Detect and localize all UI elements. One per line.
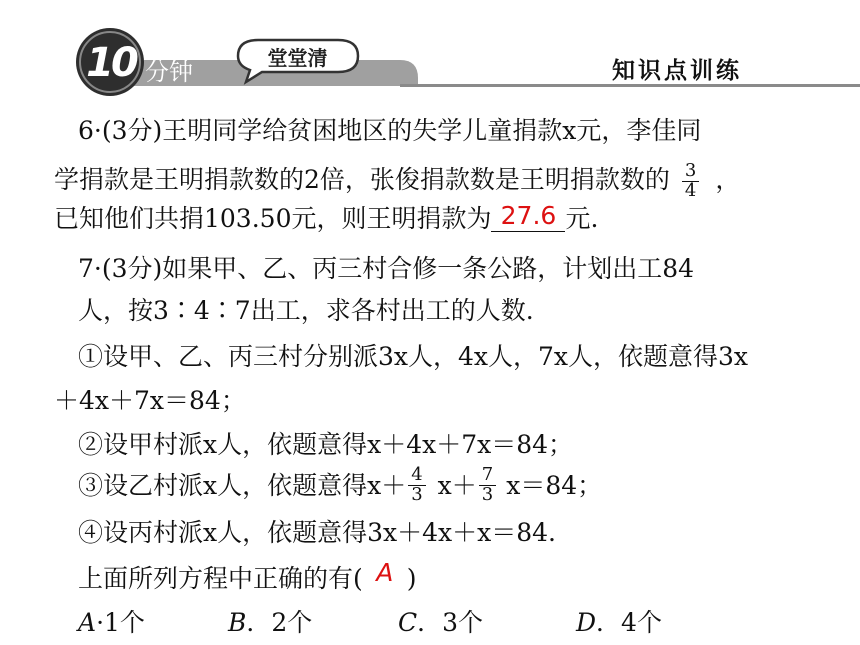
badge-unit: 分钟 bbox=[145, 58, 193, 86]
q7-option1-line2 bbox=[54, 388, 246, 413]
q7-option3-text-a: ③设乙村派x人，依题意得x＋ bbox=[78, 470, 407, 500]
q7-option4-text: ④设丙村派x人，依题意得3x＋4x＋x＝84. bbox=[78, 518, 556, 547]
q6-line3 bbox=[54, 201, 599, 233]
badge-tag: 堂堂清 bbox=[267, 45, 328, 70]
q7-answer: A bbox=[376, 558, 394, 587]
choice-a bbox=[78, 610, 228, 635]
q6-text-3: 已知他们共捐103.50元，则王明捐款为 bbox=[54, 204, 492, 233]
choice-b bbox=[228, 610, 398, 635]
q6-text-2: 学捐款是王明捐款数的2倍，张俊捐款数是王明捐款数的 bbox=[54, 164, 670, 194]
q7-line1 bbox=[78, 256, 694, 281]
q6-text-1: 6·(3分)王明同学给贫困地区的失学儿童捐款x元，李佳同 bbox=[78, 116, 702, 145]
q7-option2 bbox=[78, 432, 573, 457]
q7-option1-text-2: ＋4x＋7x＝84； bbox=[54, 386, 246, 415]
q7-ask bbox=[78, 558, 417, 593]
q7-ask-close: ) bbox=[406, 564, 417, 593]
q7-option2-text: ②设甲村派x人，依题意得x＋4x＋7x＝84； bbox=[78, 430, 574, 459]
q6-frac-den: 4 bbox=[684, 179, 697, 201]
choice-a-text: ·1个 bbox=[96, 608, 145, 637]
section-title: 知识点训练 bbox=[612, 58, 742, 84]
q7-text-1: 7·(3分)如果甲、乙、丙三村合修一条公路，计划出工84 bbox=[78, 254, 695, 283]
q7-option3-text-b: x＋ bbox=[437, 470, 477, 500]
choice-c-letter: C bbox=[398, 608, 418, 637]
choice-c-text: ．3个 bbox=[417, 608, 484, 637]
q6-text-3b: 元. bbox=[565, 204, 599, 233]
q6-line1 bbox=[78, 118, 701, 143]
choice-d bbox=[576, 610, 662, 635]
q6-answer-blank bbox=[491, 201, 565, 232]
q7-option1-line1 bbox=[78, 344, 748, 369]
choice-c bbox=[398, 610, 576, 635]
choice-a-letter: A bbox=[78, 608, 97, 637]
q6-fraction bbox=[682, 162, 699, 201]
q7-option3-text-c: x＝84； bbox=[506, 470, 603, 500]
q6-answer: 27.6 bbox=[500, 201, 557, 230]
choice-b-text: ．2个 bbox=[246, 608, 313, 637]
choice-d-text: ．4个 bbox=[596, 608, 662, 637]
q7-line2 bbox=[78, 298, 534, 323]
q7-option3-frac2 bbox=[479, 466, 496, 505]
q7-ask-text: 上面所列方程中正确的有( bbox=[78, 564, 363, 593]
frac2-num: 7 bbox=[481, 464, 494, 485]
q7-option3 bbox=[78, 466, 602, 505]
q6-frac-num: 3 bbox=[684, 160, 697, 181]
frac1-num: 4 bbox=[411, 464, 423, 485]
header-banner bbox=[0, 0, 860, 100]
q6-line2 bbox=[54, 162, 740, 201]
q7-option3-frac1 bbox=[408, 466, 425, 505]
q7-text-2: 人，按3∶4∶7出工，求各村出工的人数. bbox=[78, 296, 534, 325]
choice-b-letter: B bbox=[228, 608, 247, 637]
q7-choices bbox=[78, 610, 662, 635]
badge-number: 10 bbox=[86, 40, 136, 86]
frac2-den: 3 bbox=[481, 483, 494, 505]
choice-d-letter: D bbox=[576, 608, 597, 637]
q7-option4 bbox=[78, 520, 556, 545]
frac1-den: 3 bbox=[411, 483, 423, 505]
q7-option1-text: ①设甲、乙、丙三村分别派3x人，4x人，7x人，依题意得3x bbox=[78, 342, 749, 371]
q6-text-2b: ， bbox=[715, 164, 741, 194]
